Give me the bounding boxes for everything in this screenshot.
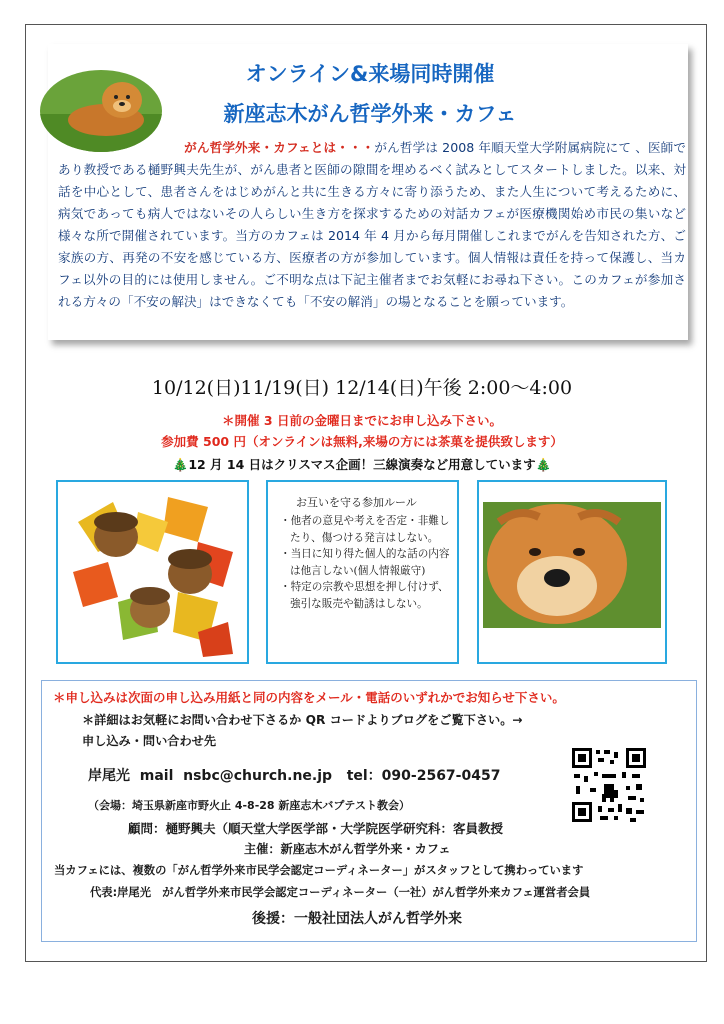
rule-item: ・当日に知り得た個人的な話の内容は他言しない(個人情報厳守): [280, 548, 450, 577]
deadline-note: ＊開催 3 日前の金曜日までにお申し込み下さい。: [222, 413, 502, 428]
christmas-note-text: 12 月 14 日はクリスマス企画！三線演奏など用意しています: [188, 457, 536, 472]
rule-item: ・他者の意見や考えを否定・非難したり、傷つける発言はしない。: [280, 515, 450, 544]
rule-item: ・特定の宗教や思想を押し付けず、強引な販売や勧誘はしない。: [280, 581, 449, 610]
contact-line: 岸尾光 mail nsbc@church.ne.jp tel：090-2567-0457: [88, 768, 501, 784]
blog-qr-code[interactable]: [570, 746, 648, 824]
sponsor: 後援：一般社団法人がん哲学外来: [252, 911, 462, 927]
venue: （会場：埼玉県新座市野火止 4-8-28 新座志木バプテスト教会）: [88, 799, 410, 812]
rules-title: お互いを守る参加ルール: [296, 496, 417, 509]
christmas-tree-icon: 🎄: [172, 457, 189, 472]
apply-label: 申し込み・問い合わせ先: [82, 734, 217, 748]
staff-note: 当カフェには、複数の「がん哲学外来市民学会認定コーディネーター」がスタッフとして携わっています: [54, 864, 584, 877]
christmas-tree-icon: 🎄: [535, 457, 552, 472]
intro-paragraph: [58, 137, 686, 313]
apply-note: ＊申し込みは次面の申し込み用紙と同の内容をメール・電話のいずれかでお知らせ下さい。: [53, 690, 565, 705]
fee-note: 参加費 500 円（オンラインは無料,来場の方には茶菓を提供致します）: [161, 434, 563, 449]
advisor: 顧問：樋野興夫（順天堂大学医学部・大学院医学研究科：客員教授: [128, 821, 504, 836]
intro-lead: がん哲学外来・カフェとは・・・: [184, 140, 375, 155]
dog-closeup-photo: [479, 482, 665, 662]
christmas-note: [0, 455, 724, 473]
event-dates: 10/12(日)11/19(日) 12/14(日)午後 2:00～4:00: [151, 377, 573, 399]
title-line1: オンライン&来場同時開催: [245, 62, 495, 86]
title-line2: 新座志木がん哲学外来・カフェ: [223, 102, 517, 126]
intro-body: がん哲学は 2008 年順天堂大学附属病院にて 、医師であり教授である樋野興夫先生が、がん患者と医師の隙間を埋めるべく試みとしてスタートしました。以来、対話を中心として、患者さんをはじめがんと共に生きる方々に寄り添うため、また人生について考えるために、病気であっても病人ではないその人らしい生き方を探求するための対話カフェが医療機関始め市民の集いなど様々な所で開催されています。当方のカフェは 2014 年 4 月から毎月開催しこれまでがんを告知された方、ご家族の方、再発の不安を感じている方、医療者の方が参加しています。個人情報は責任を持って保護し、当カフェ以外の目的には使用しません。ご不明な点は下記主催者までお気軽にお尋ね下さい。このカフェが参加される方々の「不安の解決」はできなくても「不安の解消」の場となることを願っています。: [58, 140, 686, 309]
rules-list: [280, 513, 452, 612]
participation-rules-panel: [266, 480, 459, 664]
dog-photo-panel: [477, 480, 667, 664]
autumn-leaves-illustration: [58, 482, 247, 662]
autumn-leaves-panel: [56, 480, 249, 664]
organizer: 主催：新座志木がん哲学外来・カフェ: [244, 842, 451, 856]
detail-note: ＊詳細はお気軽にお問い合わせ下さるか QR コードよりブログをご覧下さい。→: [82, 713, 523, 727]
representative: 代表:岸尾光 がん哲学外来市民学会認定コーディネーター（一社）がん哲学外来カフェ運営者会員: [90, 886, 591, 899]
